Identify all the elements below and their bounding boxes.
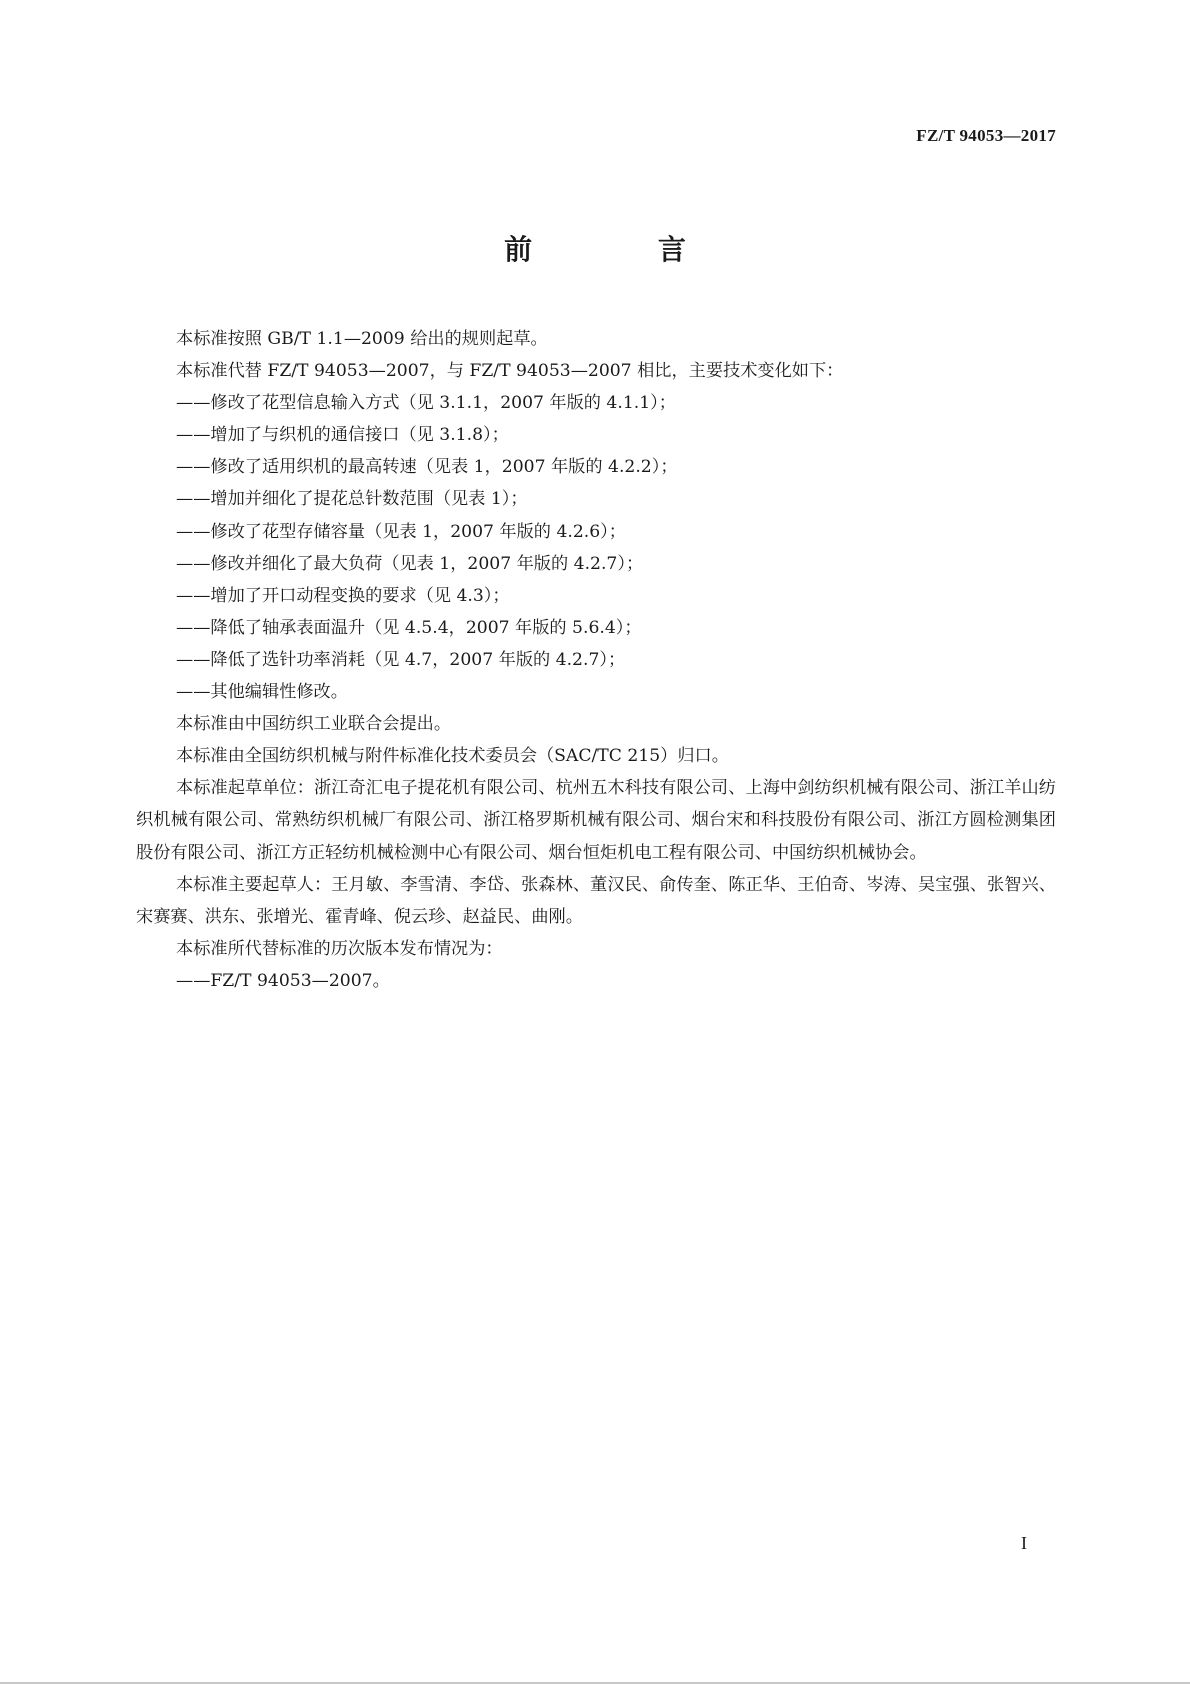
change-item: ——修改并细化了最大负荷（见表 1，2007 年版的 4.2.7）； — [176, 553, 644, 574]
change-item: ——其他编辑性修改。 — [176, 682, 348, 703]
paragraph-drafting-rule: 本标准按照 GB/T 1.1—2009 给出的规则起草。 — [176, 329, 548, 349]
paragraph-history-intro: 本标准所代替标准的历次版本发布情况为： — [176, 938, 503, 959]
change-item: ——降低了选针功率消耗（见 4.7，2007 年版的 4.2.7）； — [176, 649, 626, 670]
change-item: ——修改了花型信息输入方式（见 3.1.1，2007 年版的 4.1.1）； — [176, 393, 676, 414]
change-item: ——降低了轴承表面温升（见 4.5.4，2007 年版的 5.6.4）； — [176, 617, 642, 638]
history-item: ——FZ/T 94053—2007。 — [176, 970, 390, 991]
drafters-text: 本标准主要起草人：王月敏、李雪清、李岱、张森林、董汉民、俞传奎、陈正华、王伯奇、岑涛、吴宝强、张智兴、宋赛赛、洪东、张增光、霍青峰、倪云珍、赵益民、曲刚。 — [136, 874, 1056, 927]
change-item: ——增加并细化了提花总针数范围（见表 1）； — [176, 489, 528, 510]
drafting-units-text: 本标准起草单位：浙江奇汇电子提花机有限公司、杭州五木科技有限公司、上海中剑纺织机械有限公司、浙江羊山纺织机械有限公司、常熟纺织机械厂有限公司、浙江格罗斯机械有限公司、烟台宋和科技股份有限公司、浙江方圆检测集团股份有限公司、浙江方正轻纺机械检测中心有限公司、烟台恒炬机电工程有限公司、中国纺织机械协会。 — [136, 778, 1056, 863]
page-number: I — [1021, 1533, 1027, 1553]
foreword-body — [136, 323, 1056, 997]
change-item: ——增加了开口动程变换的要求（见 4.3）； — [176, 585, 510, 606]
paragraph-replacement: 本标准代替 FZ/T 94053—2007，与 FZ/T 94053—2007 相比，主要技术变化如下： — [176, 361, 844, 382]
paragraph-technical-committee: 本标准由全国纺织机械与附件标准化技术委员会（SAC/TC 215）归口。 — [176, 746, 729, 767]
change-item: ——增加了与织机的通信接口（见 3.1.8）； — [176, 425, 509, 446]
paragraph-drafting-units — [136, 772, 1056, 868]
page-title: 前 言 — [504, 233, 744, 266]
change-item: ——修改了花型存储容量（见表 1，2007 年版的 4.2.6）； — [176, 521, 626, 542]
change-item: ——修改了适用织机的最高转速（见表 1，2007 年版的 4.2.2）； — [176, 457, 678, 478]
paragraph-drafters — [136, 869, 1056, 933]
standard-code: FZ/T 94053—2017 — [916, 126, 1056, 145]
paragraph-proposer: 本标准由中国纺织工业联合会提出。 — [176, 714, 452, 735]
